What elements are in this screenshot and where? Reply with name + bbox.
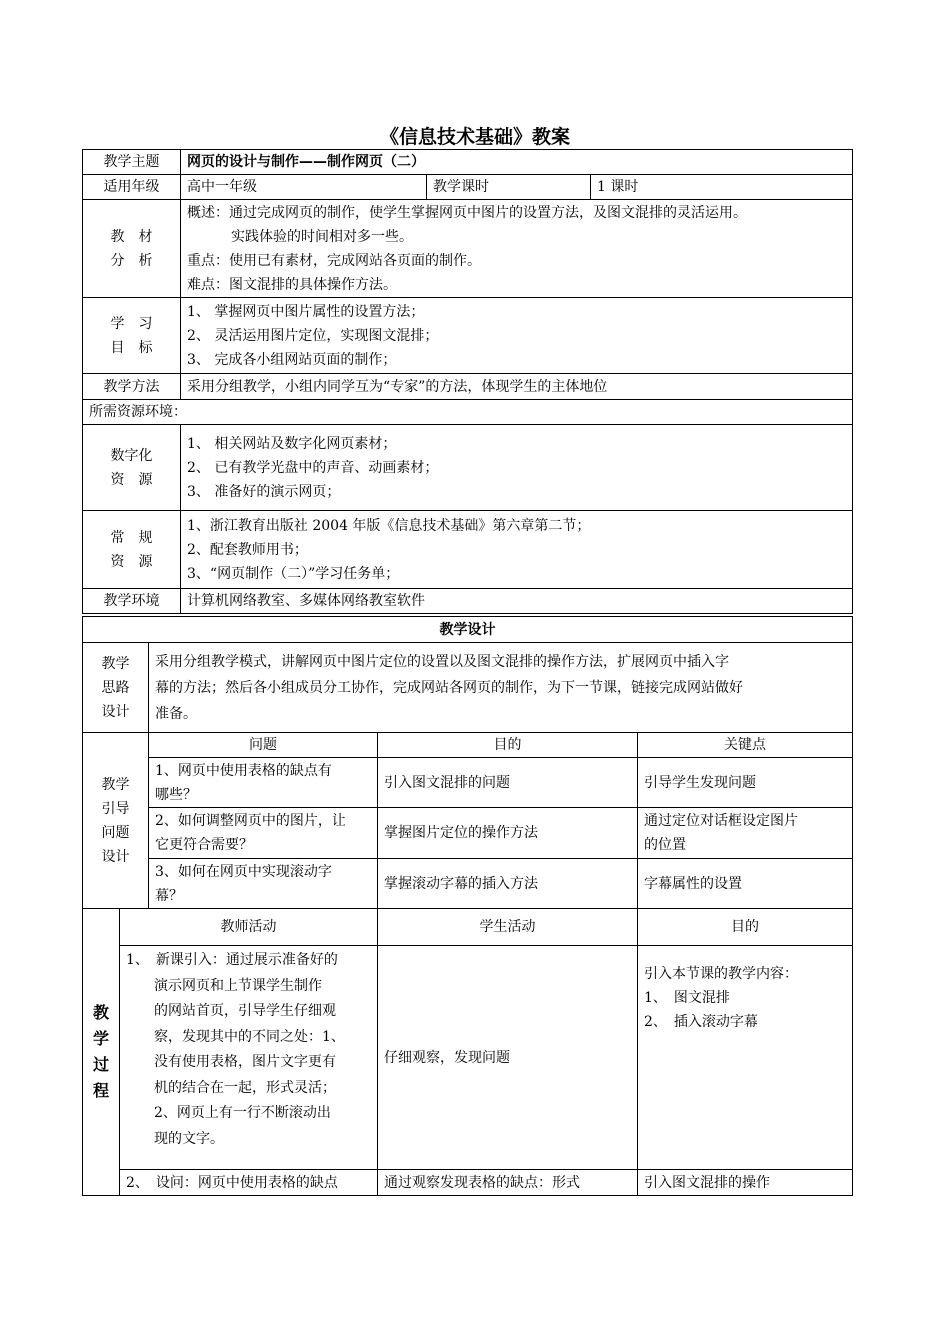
guide-header-purpose: 目的 [378, 733, 638, 758]
digital-resources-label: 数字化 资 源 [83, 425, 181, 511]
guide-key: 通过定位对话框设定图片 的位置 [638, 808, 853, 859]
guide-header-question: 问题 [149, 733, 378, 758]
guide-key: 引导学生发现问题 [638, 758, 853, 808]
analysis-label: 教 材 分 析 [83, 200, 181, 298]
hours-label: 教学课时 [427, 175, 591, 200]
design-table [82, 616, 853, 909]
guide-purpose: 引入图文混排的问题 [378, 758, 638, 808]
step1-teacher: 1、 新课引入：通过展示准备好的 演示网页和上节课学生制作 的网站首页，引导学生仔细观 察，发现其中的不同之处：1、 没有使用表格，图片文字更有 机的结合在一起，形式灵活； 2、网页上有一行不断滚动出 现的文字。 [120, 946, 378, 1170]
topic-value: 网页的设计与制作——制作网页（二） [181, 150, 853, 175]
goals-content: 1、 掌握网页中图片属性的设置方法； 2、 灵活运用图片定位，实现图文混排； 3、 完成各小组网站页面的制作； [181, 298, 853, 374]
process-header-student: 学生活动 [378, 909, 638, 946]
guide-key: 字幕属性的设置 [638, 859, 853, 909]
idea-content: 采用分组教学模式，讲解网页中图片定位的设置以及图文混排的操作方法，扩展网页中插入字 幕的方法；然后各小组成员分工协作，完成网站各网页的制作，为下一节课，链接完成网站做好 准备。 [149, 643, 853, 733]
teach-env-value: 计算机网络教室、多媒体网络教室软件 [181, 589, 853, 614]
idea-label: 教学 思路 设计 [83, 643, 149, 733]
step1-purpose: 引入本节课的教学内容： 1、 图文混排 2、 插入滚动字幕 [638, 946, 853, 1170]
teach-env-label: 教学环境 [83, 589, 181, 614]
page-title: 《信息技术基础》教案 [379, 126, 570, 148]
regular-resources-content: 1、浙江教育出版社 2004 年版《信息技术基础》第六章第二节； 2、配套教师用书； 3、“网页制作（二）”学习任务单； [181, 511, 853, 589]
analysis-content: 概述：通过完成网页的制作，使学生掌握网页中图片的设置方法，及图文混排的灵活运用。 实践体验的时间相对多一些。 重点：使用已有素材，完成网站各页面的制作。 难点：图文混排的具体操作方法。 [181, 200, 853, 298]
goals-label: 学 习 目 标 [83, 298, 181, 374]
process-header-teacher: 教师活动 [120, 909, 378, 946]
table-row [83, 946, 853, 1170]
method-value: 采用分组教学，小组内同学互为“专家”的方法，体现学生的主体地位 [181, 374, 853, 400]
step2-student: 通过观察发现表格的缺点：形式 [378, 1170, 638, 1196]
guide-question: 2、如何调整网页中的图片，让 它更符合需要？ [149, 808, 378, 859]
table-row [83, 808, 853, 859]
guide-purpose: 掌握滚动字幕的插入方法 [378, 859, 638, 909]
guide-question: 1、网页中使用表格的缺点有 哪些？ [149, 758, 378, 808]
step2-teacher: 2、 设问：网页中使用表格的缺点 [120, 1170, 378, 1196]
regular-resources-label: 常 规 资 源 [83, 511, 181, 589]
topic-label: 教学主题 [83, 150, 181, 175]
guide-purpose: 掌握图片定位的操作方法 [378, 808, 638, 859]
method-label: 教学方法 [83, 374, 181, 400]
guide-header-key: 关键点 [638, 733, 853, 758]
digital-resources-content: 1、 相关网站及数字化网页素材； 2、 已有教学光盘中的声音、动画素材； 3、 准备好的演示网页； [181, 425, 853, 511]
table-row [83, 1170, 853, 1196]
hours-value: 1 课时 [591, 175, 853, 200]
design-header: 教学设计 [83, 617, 853, 643]
process-header-purpose: 目的 [638, 909, 853, 946]
process-label: 教 学 过 程 [83, 909, 120, 1196]
grade-label: 适用年级 [83, 175, 181, 200]
table-row [83, 758, 853, 808]
grade-value: 高中一年级 [181, 175, 427, 200]
step2-purpose: 引入图文混排的操作 [638, 1170, 853, 1196]
guide-question: 3、如何在网页中实现滚动字 幕？ [149, 859, 378, 909]
guide-label: 教学 引导 问题 设计 [83, 733, 149, 909]
process-table [82, 908, 853, 1196]
table-row [83, 859, 853, 909]
step1-student: 仔细观察，发现问题 [378, 946, 638, 1170]
env-header: 所需资源环境： [83, 400, 853, 425]
lesson-info-table [82, 149, 853, 614]
